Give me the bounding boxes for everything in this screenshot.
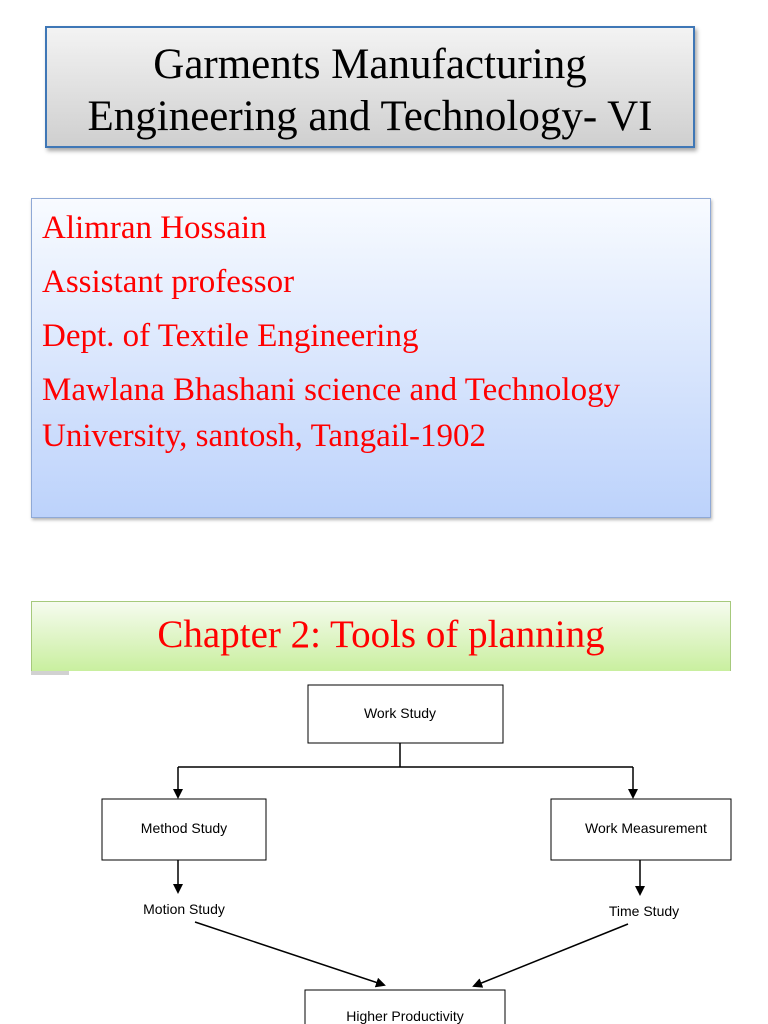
method-study-label: Method Study <box>140 820 228 836</box>
time-study-label: Time Study <box>608 903 680 919</box>
chapter-shadow <box>31 671 69 675</box>
title-line-1: Garments Manufacturing <box>153 41 587 88</box>
work-study-diagram <box>0 680 768 1024</box>
author-department: Dept. of Textile Engineering <box>42 318 419 354</box>
title-line-2: Engineering and Technology- VI <box>87 93 653 140</box>
motion-study-label: Motion Study <box>143 901 225 917</box>
author-institution: Mawlana Bhashani science and Technology University, santosh, Tangail-1902 <box>42 372 621 454</box>
author-box <box>31 198 711 518</box>
author-name: Alimran Hossain <box>42 210 267 246</box>
author-position: Assistant professor <box>42 264 295 300</box>
chapter-heading-box <box>31 601 731 671</box>
work-measurement-label: Work Measurement <box>585 820 707 836</box>
chapter-heading: Chapter 2: Tools of planning <box>157 613 605 656</box>
higher-productivity-label: Higher Productivity <box>346 1008 464 1024</box>
arrow-time-to-productivity <box>474 924 628 986</box>
title-box <box>45 26 695 148</box>
work-study-label: Work Study <box>363 705 437 721</box>
arrow-motion-to-productivity <box>195 922 384 985</box>
